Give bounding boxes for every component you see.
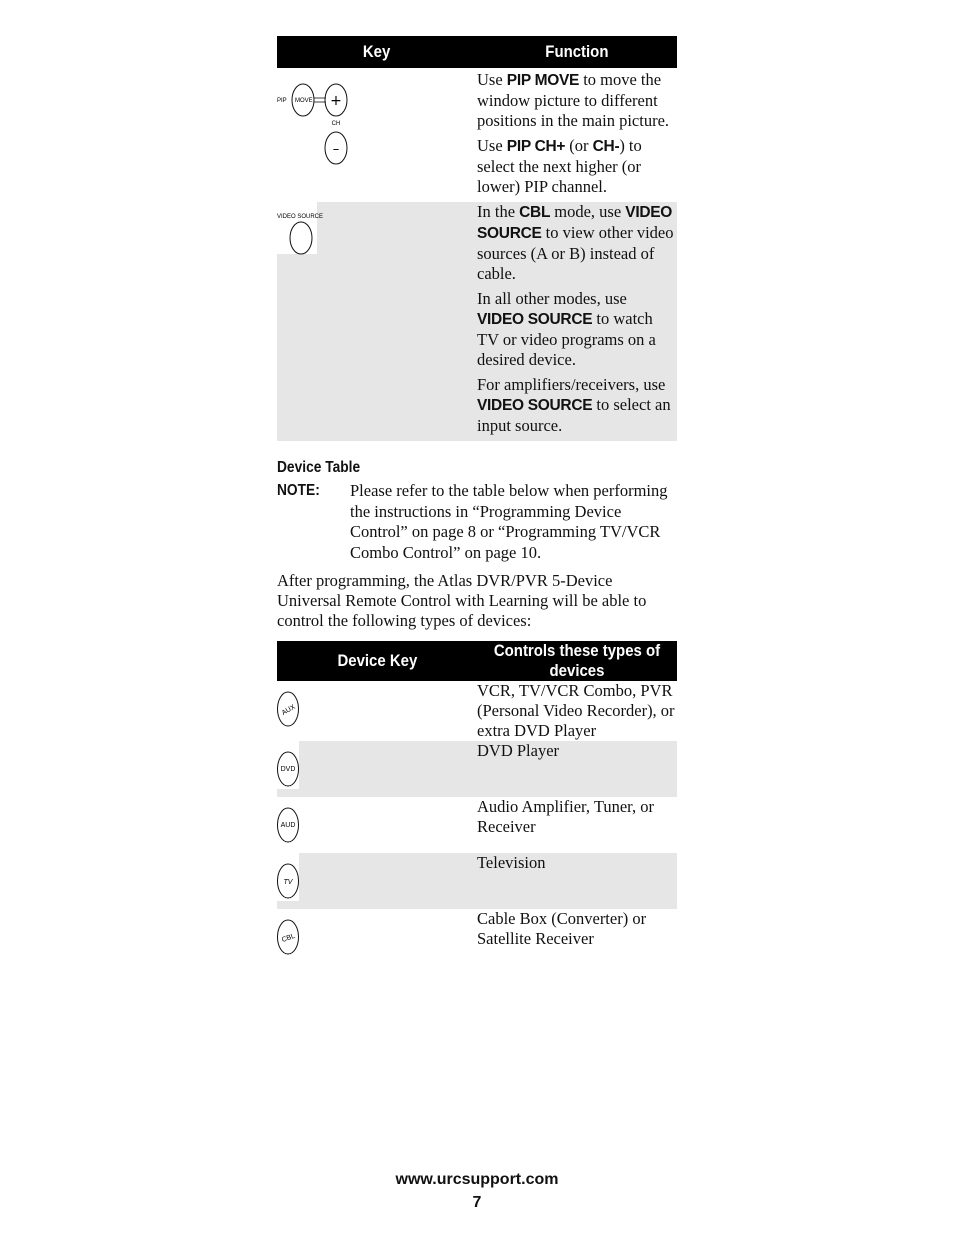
pip-move-description: Use PIP MOVE to move the window picture to different positions in the main picture. — [477, 70, 670, 130]
aud-key-label: AUD — [280, 822, 296, 829]
page-number: 7 — [472, 1194, 482, 1211]
dvd-key-label: DVD — [280, 766, 296, 773]
video-source-other-modes-description: In all other modes, use VIDEO SOURCE to watch TV or video programs on a desired device. — [477, 289, 656, 369]
support-url: www.urcsupport.com — [395, 1171, 559, 1188]
move-label: MOVE — [295, 98, 313, 104]
ch-minus-label: – — [332, 142, 340, 157]
note-label: NOTE: — [277, 482, 320, 499]
device-description-cell: Cable Box (Converter) or Satellite Receiver — [477, 909, 647, 948]
video-source-key-cell — [277, 202, 477, 441]
table-row — [277, 741, 677, 797]
ch-label: CH — [331, 121, 341, 127]
pip-ch-description: Use PIP CH+ (or CH-) to select the next higher (or lower) PIP channel. — [477, 136, 642, 196]
table-row — [277, 909, 677, 965]
controls-column-header: Controls these types of devices — [477, 641, 677, 681]
page-content — [277, 36, 677, 965]
key-function-table — [277, 36, 677, 441]
device-description-cell: DVD Player — [477, 741, 677, 797]
video-source-key-icon — [277, 202, 337, 262]
device-description-cell: Television — [477, 853, 677, 909]
key-function-header — [277, 36, 677, 68]
dvd-key-icon — [277, 741, 317, 791]
device-key-cell — [277, 909, 477, 965]
video-source-function-cell — [477, 202, 677, 441]
aux-key-label: AUX — [280, 703, 297, 717]
pip-function-cell — [477, 68, 677, 202]
device-table — [277, 641, 677, 965]
pip-move-ch-keys-icon — [277, 70, 387, 170]
device-table-title: Device Table — [277, 459, 361, 476]
cbl-key-label: CBL — [280, 932, 297, 945]
aud-key-icon — [277, 797, 317, 847]
after-programming-text: After programming, the Atlas DVR/PVR 5-Device Universal Remote Control with Learning will be able to control the following types of devices: — [277, 571, 647, 630]
device-key-cell — [277, 797, 477, 853]
function-column-header: Function — [477, 36, 677, 68]
note-block — [277, 481, 677, 563]
device-table-header — [277, 641, 677, 681]
video-source-label: VIDEO SOURCE — [277, 214, 324, 220]
table-row — [277, 797, 677, 853]
aux-key-icon — [277, 681, 317, 731]
page-footer — [0, 1168, 954, 1214]
cbl-key-icon — [277, 909, 317, 959]
note-text: Please refer to the table below when performing the instructions in “Programming Device Control” on page 8 or “Programming TV/VCR Combo Control” on page 10. — [350, 481, 668, 562]
tv-key-label: TV — [283, 879, 293, 886]
pip-label: PIP — [277, 98, 287, 104]
device-key-cell — [277, 853, 477, 909]
device-key-cell — [277, 741, 477, 797]
ch-plus-label: + — [330, 93, 342, 109]
device-key-cell — [277, 681, 477, 741]
device-description-cell: Audio Amplifier, Tuner, or Receiver — [477, 797, 654, 836]
video-source-amplifier-description: For amplifiers/receivers, use VIDEO SOURCE to select an input source. — [477, 375, 671, 435]
key-column-header: Key — [277, 36, 477, 68]
table-row — [277, 681, 677, 741]
pip-keys-cell — [277, 68, 477, 202]
tv-key-icon — [277, 853, 317, 903]
device-description-cell: VCR, TV/VCR Combo, PVR (Personal Video Recorder), or extra DVD Player — [477, 681, 675, 740]
device-key-column-header: Device Key — [277, 641, 477, 681]
table-row — [277, 68, 677, 202]
video-source-cbl-description: In the CBL mode, use VIDEO SOURCE to view other video sources (A or B) instead of cable. — [477, 202, 674, 283]
table-row — [277, 202, 677, 441]
table-row — [277, 853, 677, 909]
